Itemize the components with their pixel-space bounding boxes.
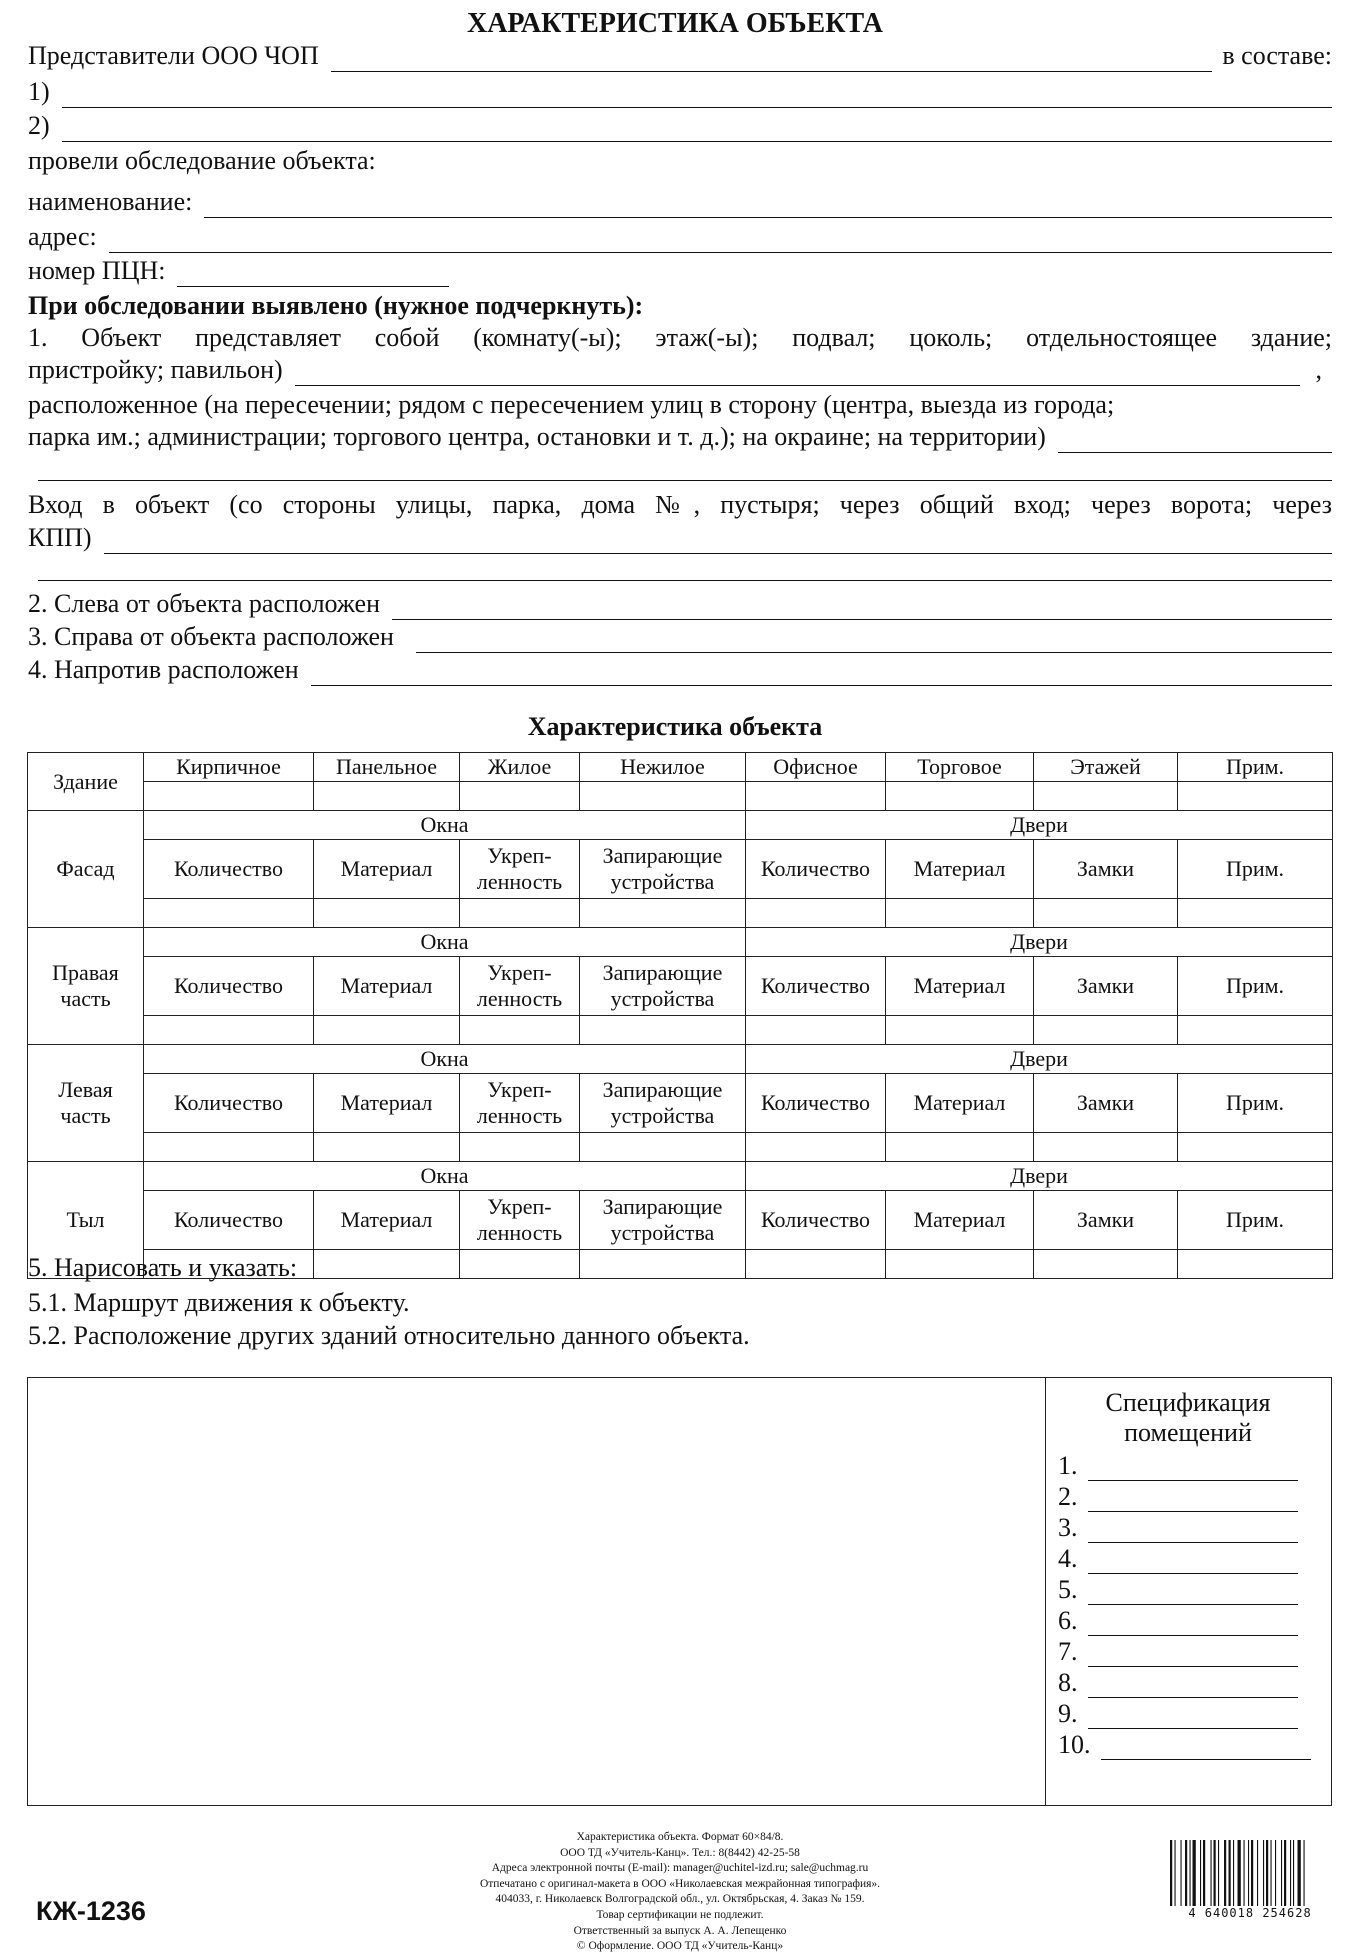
- input-cell[interactable]: [580, 1016, 746, 1045]
- spec-number: 9.: [1058, 1699, 1078, 1728]
- input-cell[interactable]: [1178, 782, 1333, 811]
- name-label: наименование:: [28, 187, 193, 216]
- imprint-line: © Оформление. ООО ТД «Учитель-Канц»: [576, 1940, 784, 1953]
- survey-intro-text: провели обследование объекта:: [28, 146, 376, 175]
- spec-divider: [1045, 1378, 1046, 1805]
- survey-intro: [28, 145, 1332, 177]
- barcode-bar: [1175, 1840, 1176, 1906]
- barcode-bar: [1304, 1840, 1305, 1906]
- spec-row: [1058, 1481, 1318, 1512]
- spec-field[interactable]: [1088, 1487, 1298, 1512]
- page-title: ХАРАКТЕРИСТИКА ОБЪЕКТА: [466, 8, 884, 39]
- spec-row: [1058, 1636, 1318, 1667]
- spec-number: 6.: [1058, 1606, 1078, 1635]
- column-header: Количество: [746, 957, 886, 1016]
- item5-1: [28, 1287, 1332, 1319]
- input-cell[interactable]: [1034, 1133, 1178, 1162]
- item1-line-c: расположенное (на пересечении; рядом с пересечением улиц в сторону (центра, выезда из города;: [28, 390, 1115, 419]
- barcode-bar: [1200, 1840, 1201, 1906]
- column-header: Материал: [314, 1074, 460, 1133]
- opposite-field[interactable]: [311, 659, 1332, 686]
- column-header: Прим.: [1178, 1191, 1333, 1250]
- right-side-field[interactable]: [416, 626, 1332, 653]
- column-header: Количество: [144, 840, 314, 899]
- column-header: Материал: [314, 840, 460, 899]
- column-header: Количество: [144, 1191, 314, 1250]
- item2-label: 2. Слева от объекта расположен: [28, 589, 380, 618]
- drawing-area[interactable]: [27, 1377, 1332, 1806]
- group-header-windows: Окна: [144, 811, 746, 840]
- barcode-bar: [1193, 1840, 1196, 1906]
- input-cell[interactable]: [1034, 899, 1178, 928]
- imprint-line: Отпечатано с оригинал-макета в ООО «Николаевская межрайонная типография».: [479, 1877, 881, 1890]
- item3-label: 3. Справа от объекта расположен: [28, 622, 394, 651]
- input-cell[interactable]: [886, 1016, 1034, 1045]
- entrance-line-a: Вход в объект (со стороны улицы, парка, дома №, пустыря; через общий вход; через ворота; через: [28, 490, 1332, 519]
- spec-number: 4.: [1058, 1544, 1078, 1573]
- barcode-bar: [1211, 1840, 1212, 1906]
- member-row-1: [28, 76, 1332, 108]
- company-field[interactable]: [331, 45, 1213, 72]
- spec-row: [1058, 1605, 1318, 1636]
- item2-row: [28, 588, 1332, 620]
- input-cell[interactable]: [580, 1133, 746, 1162]
- column-header: Материал: [886, 1074, 1034, 1133]
- pcn-field[interactable]: [177, 260, 449, 287]
- input-cell[interactable]: [886, 1133, 1034, 1162]
- item4-row: [28, 654, 1332, 686]
- input-cell[interactable]: [886, 782, 1034, 811]
- column-header: Укреп-ленность: [460, 1191, 580, 1250]
- item1-line-b: пристройку; павильон): [28, 355, 283, 384]
- table-title: Характеристика объекта: [527, 712, 823, 741]
- column-header: Количество: [746, 1074, 886, 1133]
- column-header: Материал: [314, 957, 460, 1016]
- input-cell[interactable]: [746, 1133, 886, 1162]
- row-header-section: Фасад: [28, 811, 144, 928]
- input-cell[interactable]: [886, 899, 1034, 928]
- group-header-doors: Двери: [746, 811, 1333, 840]
- spec-row: [1058, 1729, 1318, 1760]
- barcode-bar: [1224, 1840, 1226, 1906]
- barcode-bar: [1181, 1840, 1182, 1906]
- findings-heading-text: При обследовании выявлено (нужное подчеркнуть):: [28, 291, 644, 320]
- input-cell[interactable]: [460, 1133, 580, 1162]
- imprint-line: Адреса электронной почты (E-mail): manager@uchitel-izd.ru; sale@uchmag.ru: [491, 1862, 869, 1875]
- spec-row: [1058, 1543, 1318, 1574]
- input-cell[interactable]: [144, 782, 314, 811]
- column-header: Запирающие устройства: [580, 1074, 746, 1133]
- pcn-label: номер ПЦН:: [28, 256, 166, 285]
- spec-row: [1058, 1574, 1318, 1605]
- imprint-line: 404033, г. Николаевск Волгоградской обл., ул. Октябрьская, 4. Заказ № 159.: [495, 1893, 865, 1906]
- group-header-windows: Окна: [144, 1045, 746, 1074]
- input-cell[interactable]: [144, 899, 314, 928]
- barcode-bar: [1251, 1840, 1253, 1906]
- member-2-field[interactable]: [62, 115, 1332, 142]
- input-cell[interactable]: [746, 1016, 886, 1045]
- imprint-line: ООО ТД «Учитель-Канц». Тел.: 8(8442) 42-25-58: [560, 1846, 800, 1859]
- spec-field[interactable]: [1088, 1518, 1298, 1543]
- input-cell[interactable]: [460, 899, 580, 928]
- object-table: [27, 752, 1333, 1279]
- spec-row: [1058, 1667, 1318, 1698]
- column-header: Материал: [886, 1191, 1034, 1250]
- barcode-bar: [1244, 1840, 1245, 1906]
- barcode-bar: [1284, 1840, 1286, 1906]
- imprint: [400, 1830, 960, 1955]
- column-header: Укреп-ленность: [460, 1074, 580, 1133]
- column-header: Замки: [1034, 957, 1178, 1016]
- column-header: Этажей: [1034, 753, 1178, 782]
- column-header: Офисное: [746, 753, 886, 782]
- input-cell[interactable]: [460, 1016, 580, 1045]
- input-cell[interactable]: [144, 1016, 314, 1045]
- member-row-2: [28, 110, 1332, 142]
- composition-label: в составе:: [1222, 41, 1332, 70]
- column-header: Кирпичное: [144, 753, 314, 782]
- name-row: [28, 186, 1332, 218]
- input-cell[interactable]: [746, 782, 886, 811]
- member-number: 1): [28, 77, 50, 106]
- barcode-bar: [1293, 1840, 1294, 1906]
- imprint-line: Товар сертификации не подлежит.: [596, 1908, 764, 1921]
- spec-field[interactable]: [1088, 1580, 1298, 1605]
- input-cell[interactable]: [1034, 1016, 1178, 1045]
- column-header: Запирающие устройства: [580, 1191, 746, 1250]
- column-header: Прим.: [1178, 840, 1333, 899]
- column-header: Запирающие устройства: [580, 840, 746, 899]
- entrance-line-b: КПП): [28, 523, 92, 552]
- column-header: Материал: [886, 840, 1034, 899]
- barcode-bar: [1248, 1840, 1249, 1906]
- item1-line-a: 1. Объект представляет собой (комнату(-ы); этаж(-ы); подвал; цоколь; отдельностоящее здание;: [28, 323, 1332, 352]
- input-cell[interactable]: [1178, 899, 1333, 928]
- input-cell[interactable]: [580, 782, 746, 811]
- imprint-line: Ответственный за выпуск А. А. Лепещенко: [573, 1924, 787, 1937]
- column-header: Жилое: [460, 753, 580, 782]
- member-number: 2): [28, 111, 50, 140]
- spec-number: 1.: [1058, 1451, 1078, 1480]
- column-header: Замки: [1034, 840, 1178, 899]
- blank-line[interactable]: [38, 480, 1332, 481]
- item1-row-d: [28, 421, 1332, 453]
- item5-text: 5. Нарисовать и указать:: [28, 1253, 298, 1282]
- left-side-field[interactable]: [392, 593, 1332, 620]
- spec-number: 5.: [1058, 1575, 1078, 1604]
- item5-1-text: 5.1. Маршрут движения к объекту.: [28, 1288, 410, 1317]
- input-cell[interactable]: [1178, 1016, 1333, 1045]
- spec-row: [1058, 1450, 1318, 1481]
- spec-panel: [1058, 1388, 1318, 1760]
- barcode-bar: [1298, 1840, 1301, 1906]
- object-type-field[interactable]: [295, 359, 1300, 386]
- findings-heading: [28, 290, 1332, 322]
- blank-line[interactable]: [38, 580, 1332, 581]
- entrance-row-b: [28, 522, 1332, 554]
- spec-number: 3.: [1058, 1513, 1078, 1542]
- spec-field[interactable]: [1088, 1456, 1298, 1481]
- column-header: Количество: [746, 840, 886, 899]
- barcode-bar: [1275, 1840, 1276, 1906]
- spec-title-b: помещений: [1124, 1418, 1252, 1447]
- group-header-doors: Двери: [746, 928, 1333, 957]
- spec-number: 10.: [1058, 1730, 1091, 1759]
- column-header: Панельное: [314, 753, 460, 782]
- column-header: Материал: [314, 1191, 460, 1250]
- group-header-doors: Двери: [746, 1045, 1333, 1074]
- barcode-bar: [1257, 1840, 1258, 1906]
- spec-number: 7.: [1058, 1637, 1078, 1666]
- barcode-bar: [1281, 1840, 1282, 1906]
- column-header: Прим.: [1178, 1074, 1333, 1133]
- barcode-bar: [1190, 1840, 1191, 1906]
- member-1-field[interactable]: [62, 81, 1332, 108]
- input-cell[interactable]: [314, 899, 460, 928]
- input-cell[interactable]: [1034, 782, 1178, 811]
- address-row: [28, 221, 1332, 253]
- spec-number: 8.: [1058, 1668, 1078, 1697]
- column-header: Материал: [886, 957, 1034, 1016]
- barcode-bar: [1185, 1840, 1187, 1906]
- spec-field[interactable]: [1088, 1549, 1298, 1574]
- spec-field[interactable]: [1088, 1673, 1298, 1698]
- spec-number: 2.: [1058, 1482, 1078, 1511]
- comma: ,: [1315, 355, 1322, 384]
- input-cell[interactable]: [144, 1133, 314, 1162]
- item5-2-text: 5.2. Расположение других зданий относительно данного объекта.: [28, 1321, 750, 1350]
- row-header-section: Правая часть: [28, 928, 144, 1045]
- address-label: адрес:: [28, 222, 97, 251]
- row-header-building: Здание: [28, 753, 144, 811]
- spec-field[interactable]: [1088, 1704, 1298, 1729]
- input-cell[interactable]: [314, 1133, 460, 1162]
- column-header: Торговое: [886, 753, 1034, 782]
- territory-field[interactable]: [1058, 426, 1332, 453]
- barcode-bar: [1271, 1840, 1272, 1906]
- barcode-bar: [1214, 1840, 1216, 1906]
- name-field[interactable]: [204, 191, 1332, 218]
- column-header: Нежилое: [580, 753, 746, 782]
- product-code: КЖ-1236: [36, 1896, 146, 1926]
- item5-2: [28, 1320, 1332, 1352]
- row-header-section: Левая часть: [28, 1045, 144, 1162]
- barcode-bar: [1238, 1840, 1241, 1906]
- item1-row-b: [28, 354, 1332, 386]
- representatives-label: Представители ООО ЧОП: [28, 41, 319, 70]
- column-header: Замки: [1034, 1074, 1178, 1133]
- barcode-bar: [1218, 1840, 1219, 1906]
- spec-field[interactable]: [1101, 1735, 1311, 1760]
- pcn-row: [28, 255, 1332, 287]
- spec-title-a: Спецификация: [1105, 1388, 1271, 1417]
- group-header-doors: Двери: [746, 1162, 1333, 1191]
- column-header: Замки: [1034, 1191, 1178, 1250]
- column-header: Укреп-ленность: [460, 957, 580, 1016]
- input-cell[interactable]: [314, 1016, 460, 1045]
- item5: [28, 1252, 1332, 1284]
- input-cell[interactable]: [746, 899, 886, 928]
- barcode-bar: [1263, 1840, 1264, 1906]
- barcode-number: 4 640018 254628: [1188, 1906, 1312, 1920]
- column-header: Количество: [144, 957, 314, 1016]
- column-header: Запирающие устройства: [580, 957, 746, 1016]
- spec-field[interactable]: [1088, 1611, 1298, 1636]
- spec-row: [1058, 1512, 1318, 1543]
- column-header: Количество: [746, 1191, 886, 1250]
- entrance-field[interactable]: [104, 527, 1332, 554]
- item3-row: [28, 621, 1332, 653]
- address-field[interactable]: [109, 226, 1332, 253]
- barcode-bar: [1266, 1840, 1268, 1906]
- imprint-line: Характеристика объекта. Формат 60×84/8.: [576, 1831, 784, 1843]
- input-cell[interactable]: [1178, 1133, 1333, 1162]
- column-header: Прим.: [1178, 753, 1333, 782]
- spec-field[interactable]: [1088, 1642, 1298, 1667]
- column-header: Прим.: [1178, 957, 1333, 1016]
- barcode-bar: [1170, 1840, 1172, 1906]
- item1-line-d: парка им.; администрации; торгового центра, остановки и т. д.); на окраине; на территории): [28, 422, 1046, 451]
- input-cell[interactable]: [580, 899, 746, 928]
- item4-label: 4. Напротив расположен: [28, 655, 299, 684]
- spec-row: [1058, 1698, 1318, 1729]
- group-header-windows: Окна: [144, 928, 746, 957]
- column-header: Укреп-ленность: [460, 840, 580, 899]
- barcode-bar: [1290, 1840, 1291, 1906]
- barcode-icon: [1168, 1840, 1338, 1906]
- input-cell[interactable]: [314, 782, 460, 811]
- barcode-bar: [1229, 1840, 1231, 1906]
- group-header-windows: Окна: [144, 1162, 746, 1191]
- row-header-section: Тыл: [28, 1162, 144, 1279]
- barcode-bar: [1233, 1840, 1234, 1906]
- input-cell[interactable]: [460, 782, 580, 811]
- representatives-row: [28, 40, 1332, 72]
- column-header: Количество: [144, 1074, 314, 1133]
- barcode-bar: [1203, 1840, 1205, 1906]
